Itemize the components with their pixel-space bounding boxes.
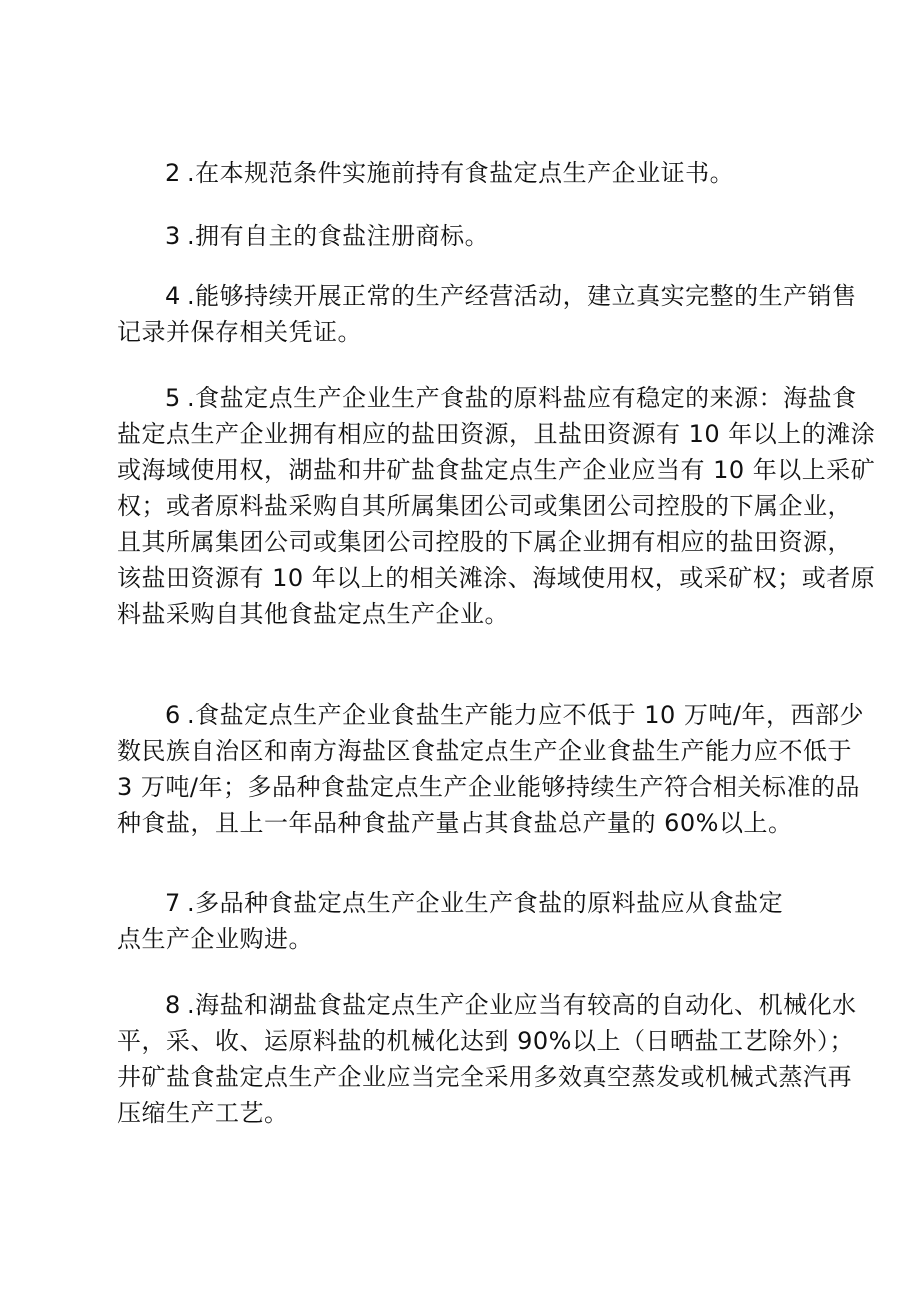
paragraph-7 <box>117 885 817 957</box>
paragraph-8-line-1 <box>117 987 857 1023</box>
paragraph-5 <box>117 380 876 632</box>
paragraph-2-text: .在本规范条件实施前持有食盐定点生产企业证书。 <box>187 159 735 187</box>
paragraph-5-text-1: .食盐定点生产企业生产食盐的原料盐应有稳定的来源：海盐食 <box>187 384 857 412</box>
paragraph-5-line-7: 料盐采购自其他食盐定点生产企业。 <box>117 600 509 628</box>
paragraph-6-number: 6 <box>165 701 181 729</box>
paragraph-4-text-1: .能够持续开展正常的生产经营活动，建立真实完整的生产销售 <box>187 282 857 310</box>
paragraph-5-line-5: 且其所属集团公司或集团公司控股的下属企业拥有相应的盐田资源， <box>117 528 852 556</box>
paragraph-7-line-2: 点生产企业购进。 <box>117 925 313 953</box>
paragraph-4-line-2: 记录并保存相关凭证。 <box>117 318 362 346</box>
paragraph-2-number: 2 <box>165 159 181 187</box>
paragraph-6-line-4: 种食盐，且上一年品种食盐产量占其食盐总产量的 60%以上。 <box>117 809 793 837</box>
paragraph-3 <box>117 218 817 254</box>
paragraph-5-line-4: 权；或者原料盐采购自其所属集团公司或集团公司控股的下属企业， <box>117 492 852 520</box>
paragraph-6-line-2: 数民族自治区和南方海盐区食盐定点生产企业食盐生产能力应不低于 <box>117 737 852 765</box>
paragraph-3-text: .拥有自主的食盐注册商标。 <box>187 222 490 250</box>
paragraph-8-line-2: 平，采、收、运原料盐的机械化达到 90%以上（日晒盐工艺除外）； <box>117 1027 854 1055</box>
paragraph-8-line-4: 压缩生产工艺。 <box>117 1099 289 1127</box>
paragraph-6 <box>117 697 865 841</box>
paragraph-8 <box>117 987 857 1131</box>
paragraph-5-number: 5 <box>165 384 181 412</box>
paragraph-5-line-1 <box>117 380 857 416</box>
paragraph-7-line-1 <box>117 885 817 921</box>
paragraph-2 <box>117 155 817 191</box>
paragraph-6-line-1 <box>117 697 865 733</box>
paragraph-3-line-1 <box>117 218 817 254</box>
paragraph-8-number: 8 <box>165 991 181 1019</box>
paragraph-4-number: 4 <box>165 282 181 310</box>
paragraph-2-line-1 <box>117 155 817 191</box>
paragraph-7-number: 7 <box>165 889 181 917</box>
paragraph-5-line-2: 盐定点生产企业拥有相应的盐田资源，且盐田资源有 10 年以上的滩涂 <box>117 420 876 448</box>
paragraph-8-text-1: .海盐和湖盐食盐定点生产企业应当有较高的自动化、机械化水 <box>187 991 857 1019</box>
paragraph-4-line-1 <box>117 278 857 314</box>
paragraph-6-text-1: .食盐定点生产企业食盐生产能力应不低于 10 万吨/年，西部少 <box>187 701 865 729</box>
paragraph-3-number: 3 <box>165 222 181 250</box>
paragraph-5-line-3: 或海域使用权，湖盐和井矿盐食盐定点生产企业应当有 10 年以上采矿 <box>117 456 876 484</box>
paragraph-7-text-1: .多品种食盐定点生产企业生产食盐的原料盐应从食盐定 <box>187 889 784 917</box>
paragraph-4 <box>117 278 857 350</box>
paragraph-5-line-6: 该盐田资源有 10 年以上的相关滩涂、海域使用权，或采矿权；或者原 <box>117 564 876 592</box>
paragraph-8-line-3: 井矿盐食盐定点生产企业应当完全采用多效真空蒸发或机械式蒸汽再 <box>117 1063 852 1091</box>
paragraph-6-line-3: 3 万吨/年；多品种食盐定点生产企业能够持续生产符合相关标准的品 <box>117 773 860 801</box>
